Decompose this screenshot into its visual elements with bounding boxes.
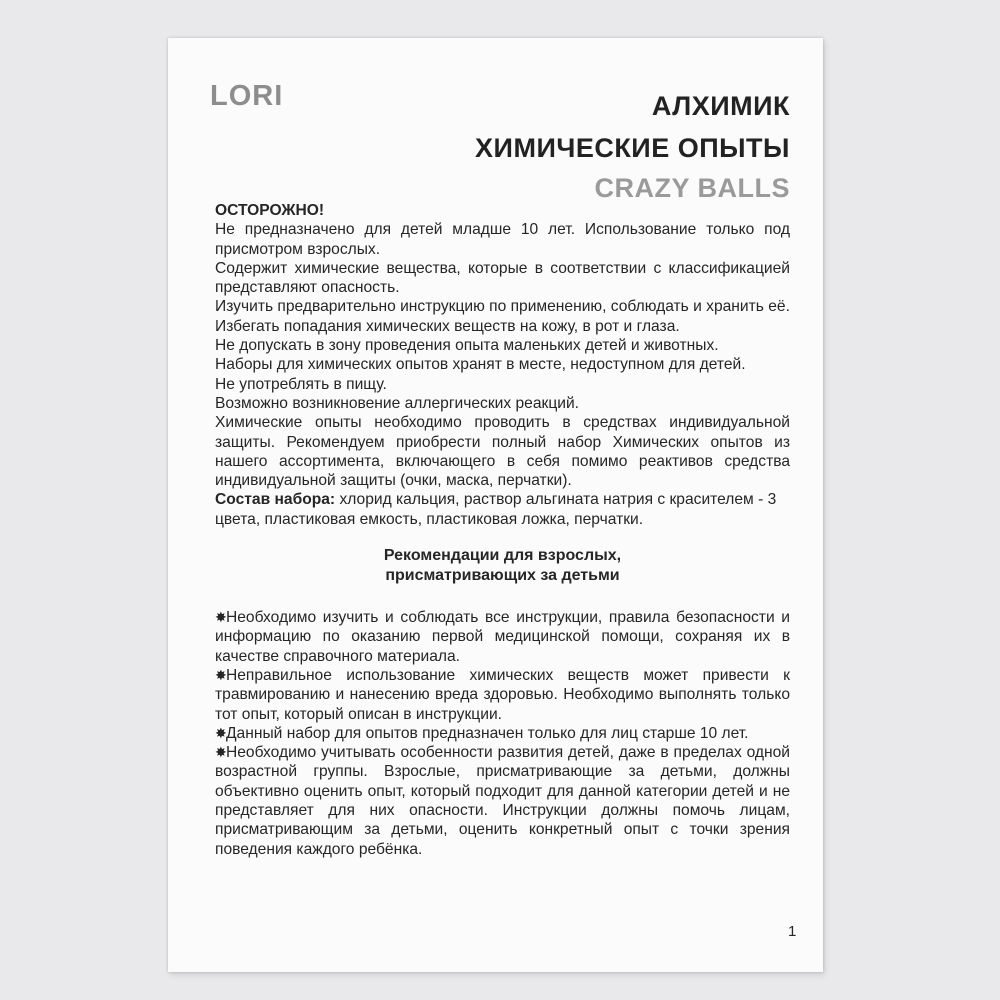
recommendation-text: Неправильное использование химических веществ может привести к травмированию и нанесению вреда здоровью. Необходимо выполнять только тот опыт, который описан в инструкции. [215,666,790,723]
recommendation-text: Необходимо учитывать особенности развития детей, даже в пределах одной возрастной группы. Взрослые, присматривающие за детьми, должны объективно оценить опыт, который подходит для данной категории детей и не представляет для них опасности. Инструкции должны помочь лицам, присматривающим за детьми, оценить конкретный опыт с точки зрения поведения каждого ребёнка. [215,744,790,858]
kit-text: хлорид кальция, раствор альгината натрия с красителем - 3 цвета, пластиковая емкость, пластиковая ложка, перчатки. [215,491,777,528]
brand-logo: LORI [210,80,284,112]
recommendation-text: Данный набор для опытов предназначен только для лиц старше 10 лет. [226,724,749,742]
warning-line: Химические опыты необходимо проводить в средствах индивидуальной защиты. Рекомендуем приобрести полный набор Химических опытов из нашего ассортимента, включающего в себя помимо реактивов средства индивидуальной защиты (очки, маска, перчатки). [215,414,790,490]
warning-line: Не употреблять в пищу. [215,375,387,393]
kit-contents [215,490,790,529]
warning-line: Не допускать в зону проведения опыта маленьких детей и животных. [215,337,719,355]
warning-line: Не предназначено для детей младше 10 лет. Использование только под присмотром взрослых. [215,221,790,258]
warning-line: Избегать попадания химических веществ на кожу, в рот и глаза. [215,317,680,335]
recommendation-item [215,608,790,666]
recommendation-item [215,666,790,724]
recommendation-item [215,743,790,859]
recommendations-heading-line1: Рекомендации для взрослых, [383,547,622,565]
instruction-body [215,201,790,859]
recommendations-heading-line2: присматривающих за детьми [385,567,620,585]
page-number: 1 [788,923,797,940]
warning-line: Изучить предварительно инструкцию по применению, соблюдать и хранить её. [215,298,790,316]
recommendation-text: Необходимо изучить и соблюдать все инструкции, правила безопасности и информацию по оказанию первой медицинской помощи, сохраняя их в качестве справочного материала. [215,609,790,665]
warning-heading: ОСТОРОЖНО! [215,202,325,219]
recommendations-heading [215,546,790,586]
warning-line: Содержит химические вещества, которые в соответствии с классификацией представляют опасность. [215,259,790,297]
star-bullet-icon: ✸ [215,609,227,626]
recommendation-item [215,724,790,743]
star-bullet-icon: ✸ [215,666,227,683]
title-chemical-experiments: ХИМИЧЕСКИЕ ОПЫТЫ [475,133,790,163]
warning-line: Наборы для химических опытов хранят в месте, недоступном для детей. [215,356,746,374]
star-bullet-icon: ✸ [215,724,227,741]
title-crazy-balls: CRAZY BALLS [594,173,790,203]
star-bullet-icon: ✸ [215,744,227,761]
kit-label: Состав набора: [215,491,336,509]
warning-line: Возможно возникновение аллергических реакций. [215,394,580,412]
title-alchemist: АЛХИМИК [651,91,790,121]
instruction-sheet [168,38,823,972]
